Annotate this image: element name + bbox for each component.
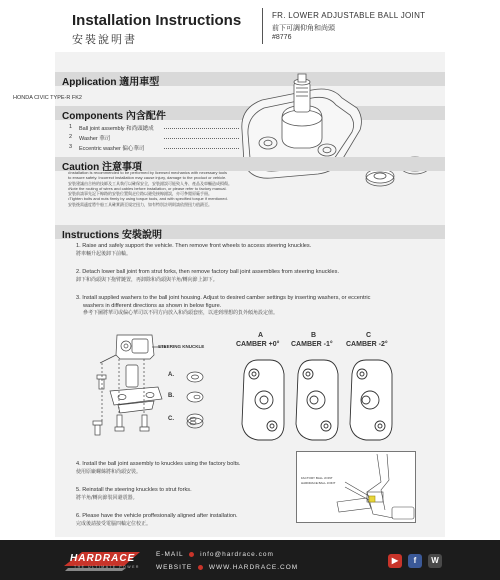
instruction-step-6: 6. Please have the vehicle proffesionally aligned after installation. 完成後請接受電腦四輪定位校正。 [76, 513, 238, 527]
camber-letter-b: B [311, 332, 317, 339]
caution-text [68, 170, 300, 207]
caution-line: to ensure safety. Incorrect installation may cause injury, damage to the product or vehicle. [68, 175, 227, 181]
email-bullet-icon [189, 552, 194, 557]
camber-letter-c: C [366, 332, 372, 339]
page-title: Installation Instructions [72, 12, 242, 29]
header-divider [262, 8, 263, 44]
steering-knuckle-label: STEERING KNUCKLE [158, 344, 205, 349]
option-label-c: C. [168, 416, 174, 422]
factory-ball-joint-label: FACTORY BALL JOINT [301, 476, 333, 480]
list-item: 2 Washer 華司 [69, 134, 269, 143]
instruction-step-1: 1. Raise and safely support the vehicle. Then remove front wheels to access steering knuckles. 將車輛升起後卸下前輪。 [76, 243, 312, 257]
website-bullet-icon [198, 565, 203, 570]
option-label-a: A. [168, 372, 174, 378]
brand-name: HARDRACE [70, 553, 136, 564]
hardrace-ball-joint-label: HARDRACE BALL JOINT [301, 481, 336, 485]
instructions-heading: Instructions 安裝說明 [55, 225, 445, 239]
caution-heading: Caution 注意事項 [55, 157, 445, 171]
document-header [0, 0, 500, 52]
caution-line: •Installation is recommended to be performed by licensed mechanics with necessary tools [68, 170, 228, 175]
installed-knuckle-illustration [297, 452, 417, 524]
product-name: FR. LOWER ADJUSTABLE BALL JOINT [272, 11, 426, 20]
option-label-b: B. [168, 393, 174, 399]
caution-line: •Note the routing of wires and cables before installation, or please refer to factory manual. [68, 185, 227, 191]
footer [0, 540, 500, 580]
website-link[interactable]: WWW.HARDRACE.COM [208, 564, 299, 571]
camber-label-b: CAMBER -1° [291, 341, 333, 348]
instruction-step-5: 5. Reinstall the steering knuckles to strut forks. 將羊角/轉向節裝回避震器。 [76, 487, 192, 501]
application-vehicle: HONDA CIVIC TYPE-R FK2 [13, 95, 82, 101]
wechat-icon[interactable]: W [428, 554, 442, 568]
email-label: E-MAIL [156, 551, 184, 558]
list-item: 3 Eccentric washer 偏心華司 [69, 144, 269, 153]
youtube-icon[interactable]: ▶ [388, 554, 402, 568]
facebook-icon[interactable]: f [408, 554, 422, 568]
installed-position-diagram [296, 451, 416, 523]
list-item: 1 Ball joint assembly 和尚頭總成 [69, 124, 269, 133]
website-label: WEBSITE [156, 564, 193, 571]
caution-line: 安裝建議由合格的技師及工具執行以確保安全，安裝錯誤可能致人身、產品及車輛造成損傷。 [68, 180, 232, 186]
product-name-chinese: 前下可調仰角和尚頭 [272, 24, 335, 32]
camber-plates-illustration [236, 354, 400, 446]
website-line [156, 564, 298, 571]
knuckle-install-diagram [62, 325, 222, 440]
instruction-step-3: 3. Install supplied washers to the ball joint housing. Adjust to desired camber settings by inserting washers, or eccentric washers in different directions as shown in below figure. 參考下圖將華司或偏心華司以不同方向放入和尚頭套座，以達到理想的負外傾角設定值。 [76, 295, 371, 316]
email-link[interactable]: info@hardrace.com [200, 551, 274, 558]
camber-label-c: CAMBER -2° [346, 341, 388, 348]
brand-tagline: THE ULTIMATE POWER [74, 565, 140, 569]
camber-label-a: CAMBER +0° [236, 341, 280, 348]
caution-line: 安裝後需適度將牛船工具確實鎖至規定扭力，如有特別註明則請依照扭力值鎖至。 [68, 201, 212, 207]
application-heading: Application 適用車型 [55, 72, 445, 86]
email-line [156, 551, 274, 558]
product-number: #8776 [272, 34, 292, 41]
caution-line: 安裝前請事先記下線路的安裝位置與走位路以避免接線錯誤，亦可參閱原廠手冊。 [68, 191, 212, 197]
caution-line: •Tighten bolts and nuts firmly by using torque tools, and with specified torque if mentioned. [68, 196, 228, 202]
components-heading: Components 內含配件 [55, 106, 445, 120]
camber-letter-a: A [258, 332, 264, 339]
page-title-chinese: 安裝說明書 [72, 33, 137, 46]
instruction-step-2: 2. Detach lower ball joint from strut forks, then remove factory ball joint assemblies from steering knuckles. 卸下和尚頭與下拖臂鏈置，再卸除和尚頭與羊角/轉向節上卸下。 [76, 269, 340, 283]
instruction-step-4: 4. Install the ball joint assembly to knuckles using the factory bolts. 使用原廠螺絲將和尚頭安裝。 [76, 461, 241, 475]
